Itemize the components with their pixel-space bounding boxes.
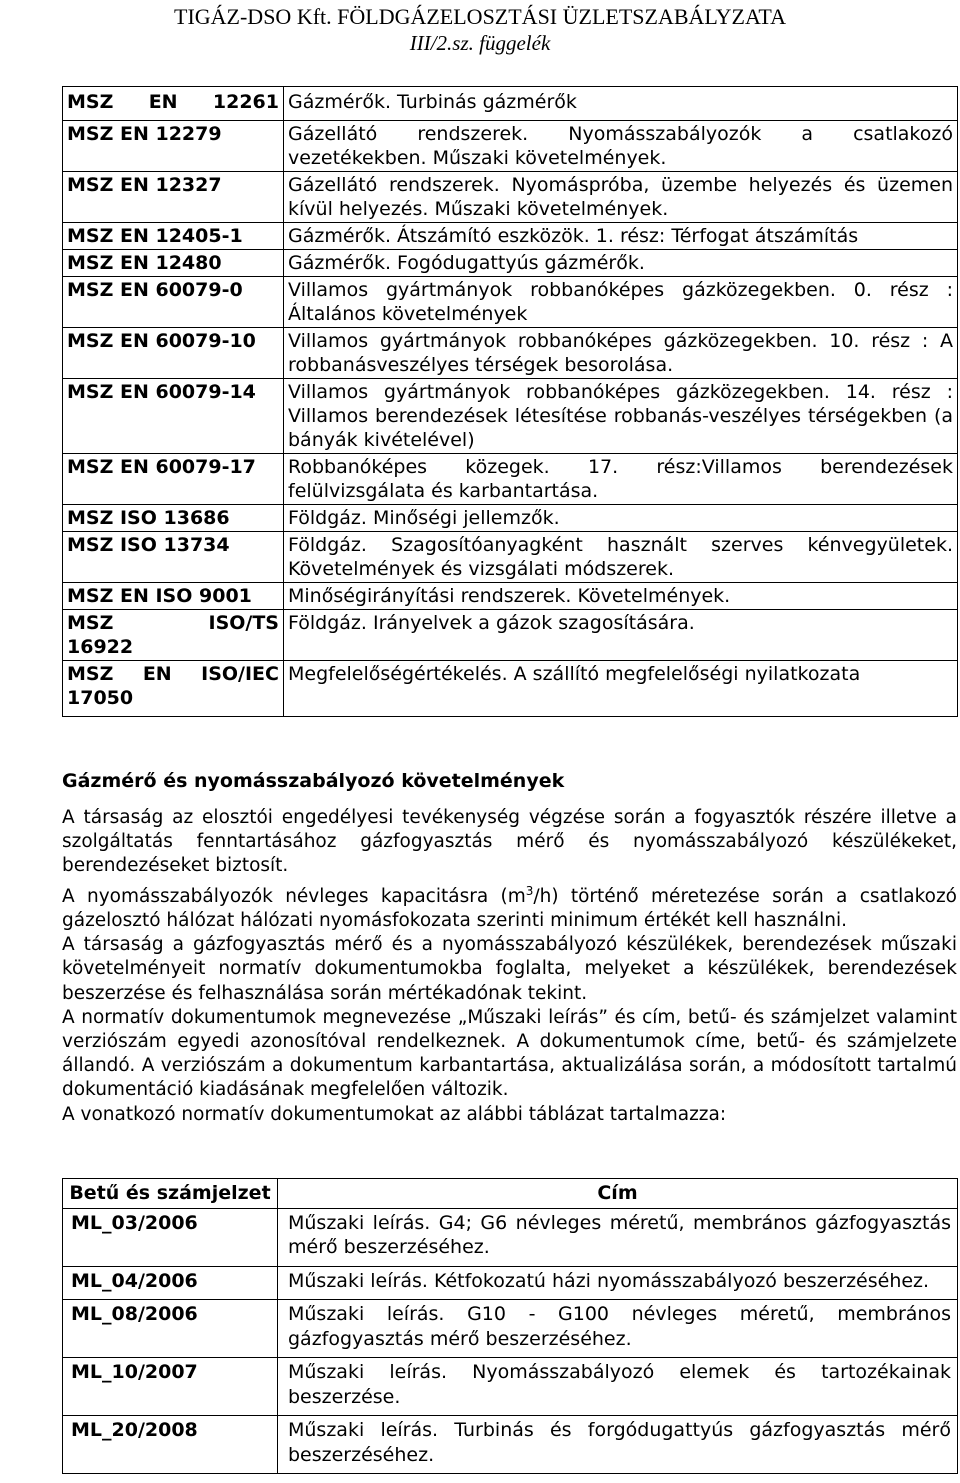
table-row	[63, 1300, 958, 1358]
document-code: ML_08/2006	[63, 1300, 278, 1358]
table-row	[63, 583, 958, 610]
table-row	[63, 661, 958, 717]
standard-code: MSZ ISO 13686	[63, 505, 284, 532]
technical-descriptions-table	[62, 1178, 958, 1474]
standard-code: MSZ EN 60079-17	[63, 454, 284, 505]
table-row	[63, 454, 958, 505]
table-row	[63, 277, 958, 328]
document-title: Műszaki leírás. Kétfokozatú házi nyomásszabályozó beszerzéséhez.	[278, 1266, 958, 1300]
section-body	[62, 806, 957, 1127]
document-code: ML_04/2006	[63, 1266, 278, 1300]
table-row	[63, 250, 958, 277]
document-title: TIGÁZ-DSO Kft. FÖLDGÁZELOSZTÁSI ÜZLETSZABÁLYZATA	[174, 4, 786, 29]
paragraph: A nyomásszabályozók névleges kapacitásra $(m^3/h)$ történő méretezése során a csatlakozó gázelosztó hálózat hálózati nyomásfokozata szerinti minimum értékét kell használni.	[62, 883, 957, 931]
document-code: ML_03/2006	[63, 1208, 278, 1266]
standard-description: Gázmérők. Turbinás gázmérők	[284, 87, 958, 121]
standard-description: Megfelelőségértékelés. A szállító megfelelőségi nyilatkozata	[284, 661, 958, 717]
table-row	[63, 1358, 958, 1416]
paragraph: A társaság a gázfogyasztás mérő és a nyomásszabályozó készülékek, berendezések műszaki követelményeit normatív dokumentumokba foglalta, melyeket a készülékek, berendezések beszerzése és felhasználása során mértékadónak tekint.	[62, 934, 957, 1004]
table-header-row	[63, 1179, 958, 1209]
table-row	[63, 87, 958, 121]
standard-description: Villamos gyártmányok robbanóképes gázközegekben. 0. rész : Általános követelmények	[284, 277, 958, 328]
paragraph: A társaság az elosztói engedélyesi tevékenység végzése során a fogyasztók részére illetve a szolgáltatás fenntartásához gázfogyasztás mérő és nyomásszabályozó készülékeket, berendezéseket biztosít.	[62, 807, 957, 877]
standard-description: Földgáz. Szagosítóanyagként használt szerves kénvegyületek. Követelmények és vizsgálati módszerek.	[284, 532, 958, 583]
standard-code: MSZ EN 12405-1	[63, 223, 284, 250]
table-row	[63, 379, 958, 454]
table-row	[63, 532, 958, 583]
column-header-code: Betű és számjelzet	[63, 1179, 278, 1209]
table-row	[63, 328, 958, 379]
document-title: Műszaki leírás. G10 - G100 névleges méretű, membrános gázfogyasztás mérő beszerzéséhez.	[278, 1300, 958, 1358]
standard-description: Gázellátó rendszerek. Nyomásszabályozók a csatlakozó vezetékekben. Műszaki követelmények.	[284, 121, 958, 172]
standard-description: Földgáz. Minőségi jellemzők.	[284, 505, 958, 532]
document-title: Műszaki leírás. Nyomásszabályozó elemek és tartozékainak beszerzése.	[278, 1358, 958, 1416]
document-code: ML_10/2007	[63, 1358, 278, 1416]
appendix-label: III/2.sz. függelék	[409, 31, 551, 55]
table-row	[63, 610, 958, 661]
standard-code: MSZ EN 60079-10	[63, 328, 284, 379]
standard-code: MSZ EN 12480	[63, 250, 284, 277]
standard-description: Minőségirányítási rendszerek. Követelmények.	[284, 583, 958, 610]
section-heading: Gázmérő és nyomásszabályozó követelmények	[62, 770, 565, 792]
standard-description: Villamos gyártmányok robbanóképes gázközegekben. 10. rész : A robbanásveszélyes térségek besorolása.	[284, 328, 958, 379]
document-title: Műszaki leírás. Turbinás és forgódugattyús gázfogyasztás mérő beszerzéséhez.	[278, 1416, 958, 1474]
standard-code: MSZ EN 12261	[63, 87, 284, 121]
document-code: ML_20/2008	[63, 1416, 278, 1474]
standard-code: MSZ EN 60079-0	[63, 277, 284, 328]
standard-code: MSZ ISO 13734	[63, 532, 284, 583]
paragraph: A vonatkozó normatív dokumentumokat az alábbi táblázat tartalmazza:	[62, 1103, 727, 1125]
standard-code: MSZ EN 12327	[63, 172, 284, 223]
paragraph: A normatív dokumentumok megnevezése „Műszaki leírás” és cím, betű- és számjelzet valamint verziószám egyedi azonosítóval rendelkeznek. A dokumentumok címe, betű- és számjelzete állandó. A verziószám a dokumentum karbantartása, aktualizálása során, a módosított tartalmú dokumentáció kiadásának megfelelően változik.	[62, 1006, 957, 1101]
table-row	[63, 1208, 958, 1266]
standard-description: Gázmérők. Fogódugattyús gázmérők.	[284, 250, 958, 277]
document-title: Műszaki leírás. G4; G6 névleges méretű, membrános gázfogyasztás mérő beszerzéséhez.	[278, 1208, 958, 1266]
standard-code: MSZ EN 60079-14	[63, 379, 284, 454]
standard-description: Robbanóképes közegek. 17. rész:Villamos berendezések felülvizsgálata és karbantartása.	[284, 454, 958, 505]
table-row	[63, 1416, 958, 1474]
standard-code: MSZ EN ISO/IEC 17050	[63, 661, 284, 717]
standards-table	[62, 86, 958, 717]
standard-code: MSZ EN ISO 9001	[63, 583, 284, 610]
standard-description: Villamos gyártmányok robbanóképes gázközegekben. 14. rész : Villamos berendezések létesítése robbanás-veszélyes térségekben (a bányák kivételével)	[284, 379, 958, 454]
standard-description: Földgáz. Irányelvek a gázok szagosítására.	[284, 610, 958, 661]
standard-description: Gázellátó rendszerek. Nyomáspróba, üzembe helyezés és üzemen kívül helyezés. Műszaki követelmények.	[284, 172, 958, 223]
standard-description: Gázmérők. Átszámító eszközök. 1. rész: Térfogat átszámítás	[284, 223, 958, 250]
table-row	[63, 121, 958, 172]
table-row	[63, 505, 958, 532]
page-header	[0, 0, 960, 56]
table-row	[63, 1266, 958, 1300]
table-row	[63, 172, 958, 223]
standard-code: MSZ ISO/TS 16922	[63, 610, 284, 661]
column-header-title: Cím	[278, 1179, 958, 1209]
standard-code: MSZ EN 12279	[63, 121, 284, 172]
table-row	[63, 223, 958, 250]
